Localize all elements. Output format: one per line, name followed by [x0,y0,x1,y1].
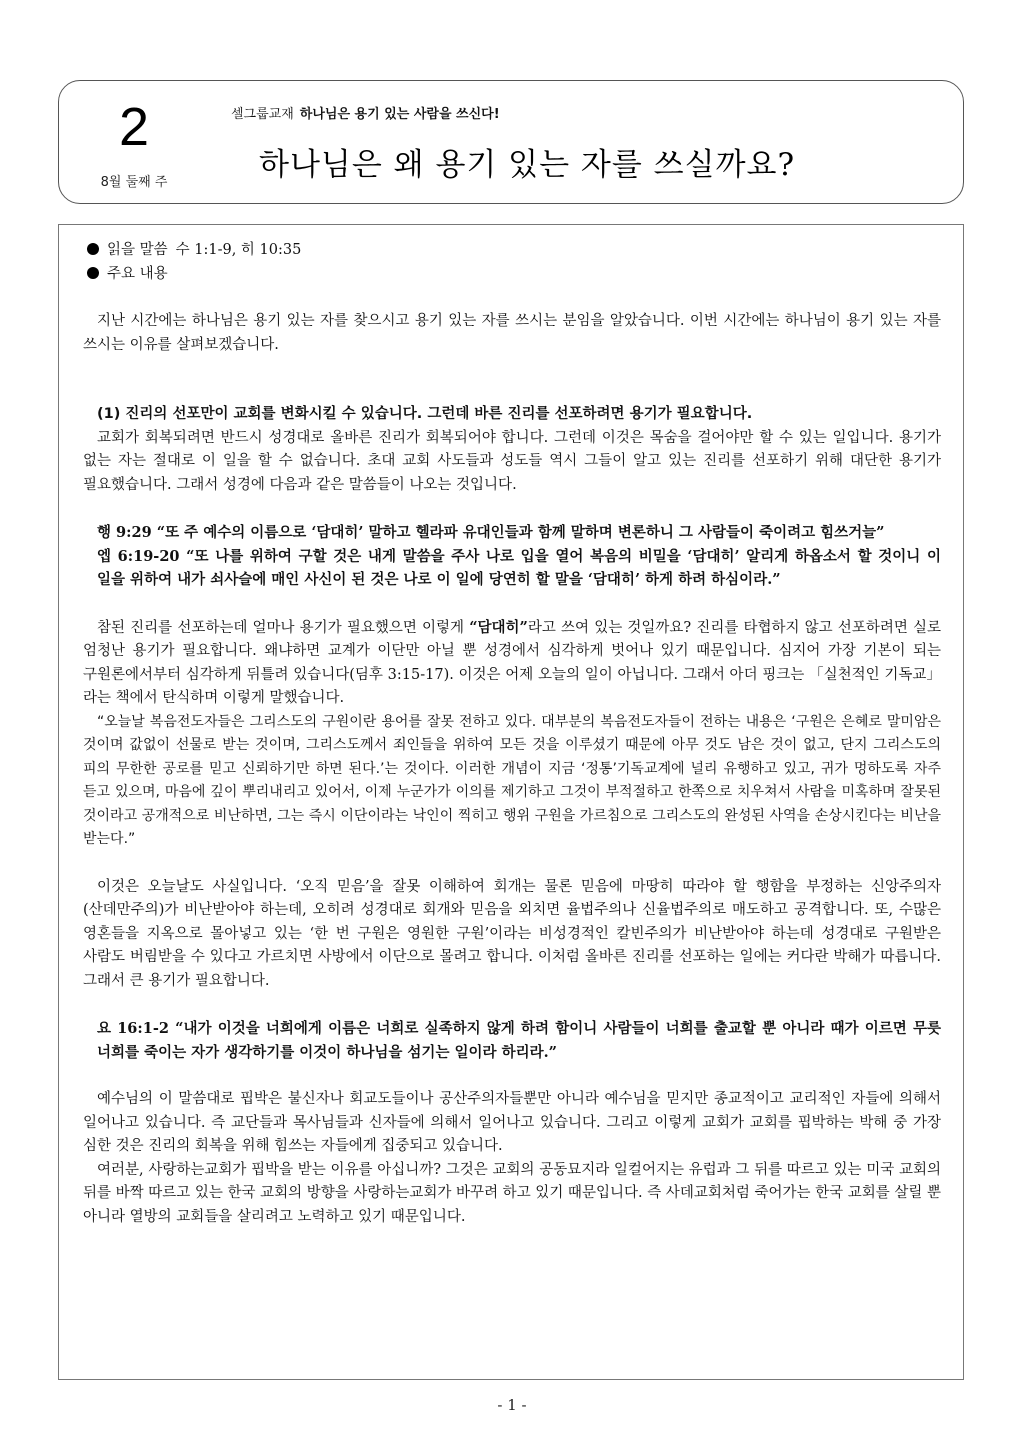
intro-paragraph: 지난 시간에는 하나님은 용기 있는 자를 찾으시고 용기 있는 자를 쓰시는 분임을 알았습니다. 이번 시간에는 하나님이 용기 있는 자를 쓰시는 이유를 살펴보겠습니다. [83,313,941,353]
body-paragraph: 여러분, 사랑하는교회가 핍박을 받는 이유를 아십니까? 그것은 교회의 공동묘지라 일컬어지는 유럽과 그 뒤를 따르고 있는 미국 교회의 뒤를 바짝 따르고 있는 한국 교회의 방향을 사랑하는교회가 바꾸려 하고 있기 때문입니다. 즉 사데교회처럼 죽어가는 한국 교회를 살릴 뿐 아니라 열방의 교회들을 살리려고 노력하고 있기 때문입니다. [83,1161,941,1225]
verse-quote [83,545,941,592]
verse-text: “또 주 예수의 이름으로 ‘담대히’ 말하고 헬라파 유대인들과 함께 말하며 변론하니 그 사람들이 죽이려고 힘쓰거늘” [156,524,885,541]
summary-label: 주요 내용 [107,265,168,282]
body-paragraph: 예수님의 이 말씀대로 핍박은 불신자나 회교도들이나 공산주의자들뿐만 아니라 예수님을 믿지만 종교적이고 교리적인 자들에 의해서 일어나고 있습니다. 즉 교단들과 목사님들과 신자들에 의해서 일어나고 있습니다. 그리고 이렇게 교회가 교회를 핍박하는 박해 중 가장 심한 것은 진리의 회복을 위해 힘쓰는 자들에게 집중되고 있습니다. [83,1091,941,1154]
verse-text: “내가 이것을 너희에게 이름은 너희로 실족하지 않게 하려 함이니 사람들이 너희를 출교할 뿐 아니라 때가 이르면 무릇 너희를 죽이는 자가 생각하기를 이것이 하나님을 섬기는 일이라 하리라.” [97,1020,941,1061]
series-title: 하나님은 용기 있는 사람을 쓰신다! [299,107,500,122]
bullet-dot-icon [87,243,99,255]
reading-bullet [83,239,941,263]
verse-text: “또 나를 위하여 구할 것은 내게 말씀을 주사 나로 입을 열어 복음의 비밀을 ‘담대히’ 알리게 하옵소서 할 것이니 이 일을 위하여 내가 쇠사슬에 매인 사신이 된 것은 나로 이 일에 당연히 할 말을 ‘담대히’ 하게 하려 하심이라.” [97,547,941,588]
page-title: 하나님은 왜 용기 있는 자를 쓰실까요? [259,147,796,183]
verse-ref: 행 9:29 [97,524,152,541]
series-label: 셀그룹교재 [231,107,294,122]
section-paragraph: 교회가 회복되려면 반드시 성경대로 올바른 진리가 회복되어야 합니다. 그런데 이것은 목숨을 걸어야만 할 수 있는 일입니다. 용기가 없는 자는 절대로 이 일을 할 수 없습니다. 초대 교회 사도들과 성도들 역시 그들이 알고 있는 진리를 선포하기 위해 대단한 용기가 필요했습니다. 그래서 성경에 다음과 같은 말씀들이 나오는 것입니다. [83,429,941,493]
reading-value: 수 1:1-9, 히 10:35 [175,242,302,258]
verse-ref: 요 16:1-2 [97,1020,169,1037]
lesson-content [83,239,941,1229]
emphasis-text: “담대히” [469,618,528,636]
body-paragraph: 이것은 오늘날도 사실입니다. ‘오직 믿음’을 잘못 이해하여 회개는 물론 믿음에 마땅히 따라야 할 행함을 부정하는 신앙주의자(산데만주의)가 비난받아야 하는데, 오히려 성경대로 회개와 믿음을 외치면 율법주의나 신율법주의로 매도하고 공격합니다. 또, 수많은 영혼들을 지옥으로 몰아넣고 있는 ‘한 번 구원은 영원한 구원’이라는 비성경적인 칼빈주의가 비난받아야 하는데 성경대로 구원받은 사람도 버림받을 수 있다고 가르치면 사방에서 이단으로 몰려고 합니다. 이처럼 올바른 진리를 선포하는 일에는 커다란 박해가 따릅니다. 그래서 큰 용기가 필요합니다. [83,878,941,989]
paragraph-text: 참된 진리를 선포하는데 얼마나 용기가 필요했으면 이렇게 [97,619,470,636]
paragraph-text: 라고 쓰여 있는 것일까요? 진리를 타협하지 않고 선포하려면 실로 엄청난 용기가 필요합니다. 왜냐하면 교계가 이단만 아닐 뿐 성경에서 심각하게 벗어나 있기 때문입니다. 심지어 가장 기본이 되는 구원론에서부터 심각하게 뒤틀려 있습니다(딤후 3:15-17). 이것은 어제 오늘의 일이 아닙니다. 그래서 아더 핑크는 「실천적인 기독교」라는 책에서 탄식하며 이렇게 말했습니다. [83,619,942,706]
lesson-week: 8월 둘째 주 [100,175,168,190]
page-number: - 1 - [497,1396,527,1414]
verse-quote [83,1017,941,1064]
summary-bullet [83,263,941,287]
lesson-header [58,80,964,204]
body-paragraph [83,616,941,711]
verse-quote [83,521,941,545]
series-line [231,103,500,122]
lesson-number: 2 [118,97,150,157]
block-quote: “오늘날 복음전도자들은 그리스도의 구원이란 용어를 잘못 전하고 있다. 대부분의 복음전도자들이 전하는 내용은 ‘구원은 은혜로 말미암은 것이며 값없이 선물로 받는 것이며, 그리스도께서 죄인들을 위하여 모든 것을 이루셨기 때문에 아무 것도 남은 것이 없고, 단지 그리스도의 피의 무한한 공로를 믿고 신뢰하기만 하면 된다.’는 것이다. 이러한 개념이 지금 ‘정통’기독교계에 널리 유행하고 있고, 귀가 멍하도록 자주 듣고 있으며, 마음에 깊이 뿌리내리고 있어서, 이제 누군가가 이의를 제기하고 그것이 부적절하고 한쪽으로 치우쳐서 사람을 미혹하며 잘못된 것이라고 공개적으로 비난하면, 그는 즉시 이단이라는 낙인이 찍히고 행위 구원을 가르침으로 그리스도의 완성된 사역을 손상시킨다는 비난을 받는다.” [83,713,941,847]
bullet-dot-icon [87,267,99,279]
content-box [58,224,964,1380]
verse-ref: 엡 6:19-20 [97,547,180,565]
section-heading: (1) 진리의 선포만이 교회를 변화시킬 수 있습니다. 그런데 바른 진리를 선포하려면 용기가 필요합니다. [97,406,753,422]
reading-label: 읽을 말씀 [107,242,168,258]
